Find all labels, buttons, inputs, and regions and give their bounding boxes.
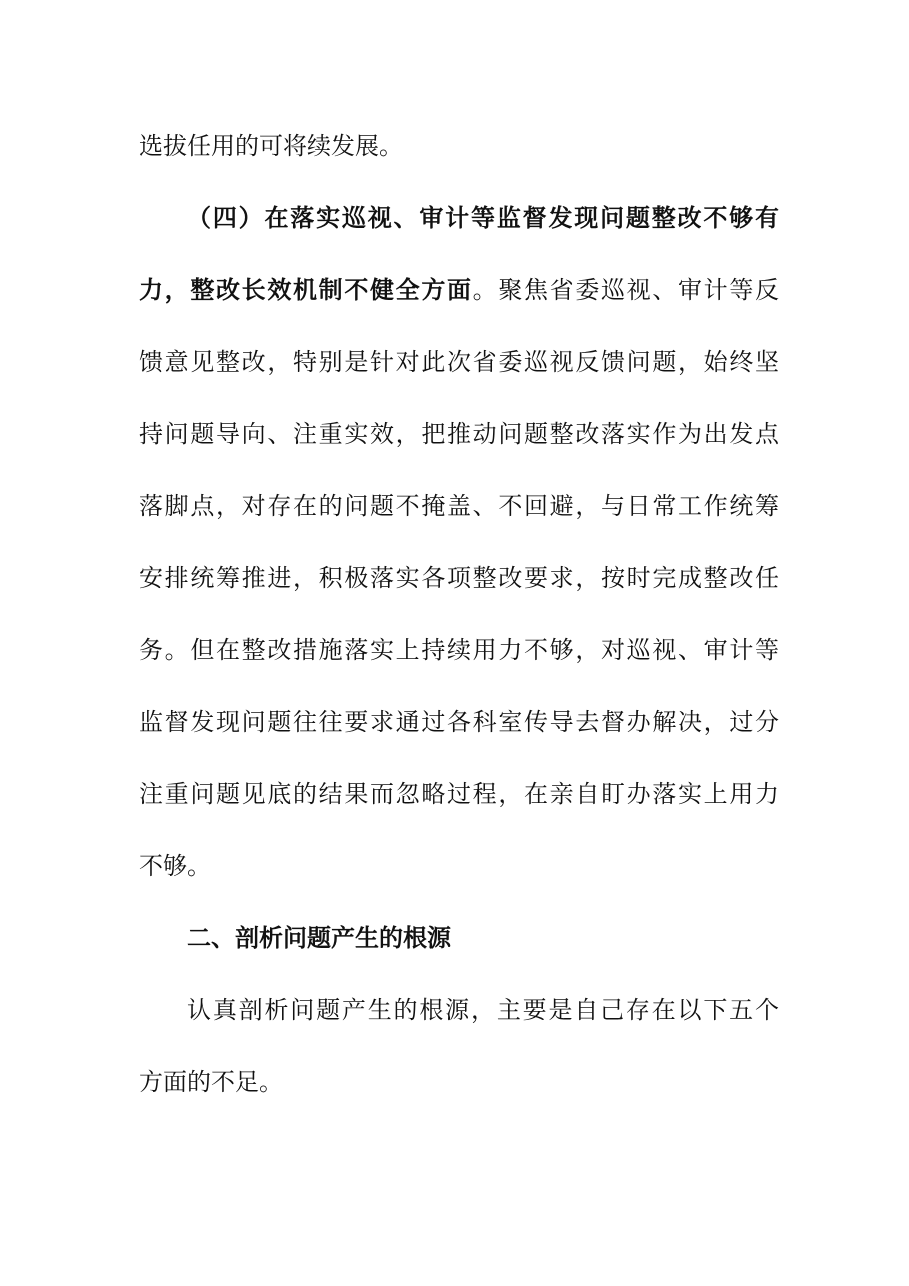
body-text-line: 不够。 xyxy=(139,852,211,880)
body-text-line: 安排统筹推进，积极落实各项整改要求，按时完成整改任 xyxy=(139,564,779,592)
subheading-bold-text: （四）在落实巡视、审计等监督发现问题整改不够有 xyxy=(187,204,779,232)
body-text-line: 选拔任用的可将续发展。 xyxy=(139,132,403,160)
body-text-line: 持问题导向、注重实效，把推动问题整改落实作为出发点 xyxy=(139,420,779,448)
subheading-line xyxy=(139,272,779,308)
body-text-line: 认真剖析问题产生的根源，主要是自己存在以下五个 xyxy=(187,996,779,1024)
body-text-line: 注重问题见底的结果而忽略过程，在亲自盯办落实上用力 xyxy=(139,780,779,808)
body-text-line: 馈意见整改，特别是针对此次省委巡视反馈问题，始终坚 xyxy=(139,348,779,376)
body-text-line: 监督发现问题往往要求通过各科室传导去督办解决，过分 xyxy=(139,708,779,736)
body-text-line: 方面的不足。 xyxy=(139,1068,283,1096)
subheading-bold-text: 力，整改长效机制不健全方面 xyxy=(139,276,473,304)
subheading-line xyxy=(187,200,779,236)
body-text: 。聚焦省委巡视、审计等反 xyxy=(472,276,780,304)
body-text-line: 落脚点，对存在的问题不掩盖、不回避，与日常工作统筹 xyxy=(139,492,779,520)
section-heading: 二、剖析问题产生的根源 xyxy=(187,924,451,952)
body-text-line: 务。但在整改措施落实上持续用力不够，对巡视、审计等 xyxy=(139,636,779,664)
